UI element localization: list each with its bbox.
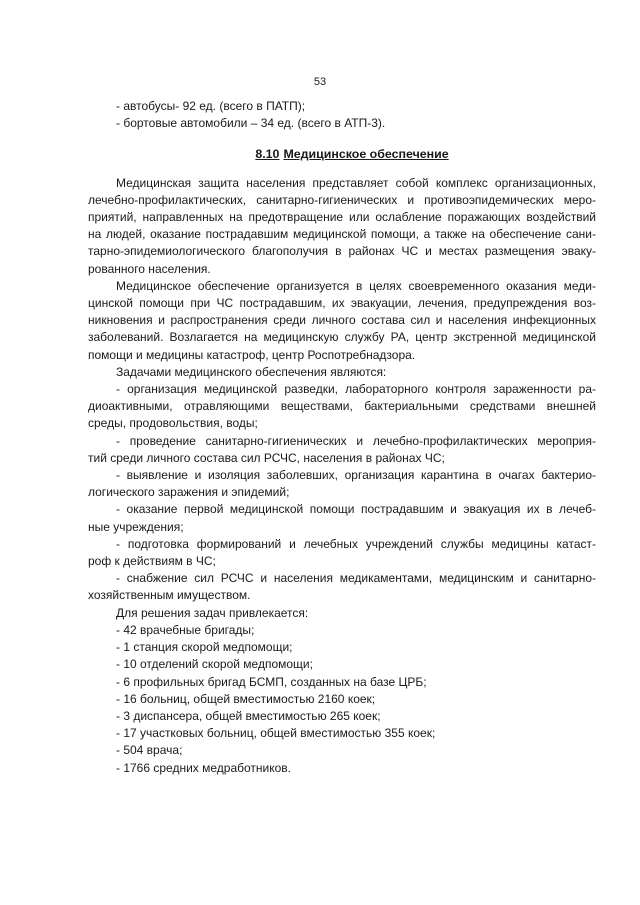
text-line: логического заражения и эпидемий; [88,485,290,500]
text-line: лечебно-профилактических, санитарно-гигиенических и противоэпидемических меро- [88,192,596,207]
task-item [88,433,596,467]
intro-list-item: - автобусы- 92 ед. (всего в ПАТП); [116,99,306,113]
resource-item: - 10 отделений скорой медпомощи; [116,657,313,672]
text-line: - оказание первой медицинской помощи пострадавшим и эвакуация их в лечеб- [116,502,596,517]
text-line: - организация медицинской разведки, лабораторного контроля зараженности ра- [116,382,596,397]
text-line: на людей, оказание пострадавшим медицинской помощи, а также на обеспечение сани- [88,227,596,242]
paragraph-medical-support [88,278,596,364]
task-item [88,467,596,501]
text-line: среды, продовольствия, воды; [88,416,258,431]
paragraph-medical-protection [88,175,596,278]
text-line: тий среди личного состава сил РСЧС, населения в районах ЧС; [88,450,445,465]
tasks-intro: Задачами медицинского обеспечения являются: [116,364,387,379]
resource-item: - 42 врачебные бригады; [116,622,255,637]
text-line: - проведение санитарно-гигиенических и лечебно-профилактических мероприя- [116,433,596,448]
resource-item: - 6 профильных бригад БСМП, созданных на базе ЦРБ; [116,674,427,689]
text-line: - подготовка формирований и лечебных учреждений службы медицины катаст- [116,536,596,551]
text-line: диоактивными, отравляющими веществами, бактериальными средствами внешней [88,399,596,414]
text-line: хозяйственным имуществом. [88,588,251,603]
page-number: 53 [313,76,327,88]
text-line: Медицинское обеспечение организуется в целях своевременного оказания меди- [116,278,596,293]
document-body [88,98,596,777]
text-line: заболеваний. Возлагается на медицинскую службу РА, центр экстренной медицинской [88,330,596,345]
resource-item: - 3 диспансера, общей вместимостью 265 коек; [116,708,381,723]
resource-item: - 1 станция скорой медпомощи; [116,640,293,655]
resources-list [88,622,596,777]
task-item [88,501,596,535]
section-number: 8.10 [255,147,280,162]
text-line: рованного населения. [88,261,211,276]
intro-list-item: - бортовые автомобили – 34 ед. (всего в АТП-3). [116,116,386,131]
text-line: никновения и распространения среди личного состава сил и населения инфекционных [88,313,596,328]
resource-item: - 1766 средних медработников. [116,760,291,775]
task-item [88,381,596,433]
text-line: Медицинская защита населения представляет собой комплекс организационных, [116,175,596,190]
resource-item: - 17 участковых больниц, общей вместимостью 355 коек; [116,726,436,741]
text-line: цинской помощи при ЧС пострадавшим, их эвакуации, лечения, предупреждения воз- [88,296,596,311]
text-line: помощи и медицины катастроф, центр Роспотребнадзора. [88,347,416,362]
section-heading [88,146,596,163]
section-title: Медицинское обеспечение [283,147,449,162]
text-line: - снабжение сил РСЧС и населения медикаментами, медицинским и санитарно- [116,571,596,586]
text-line: приятий, направленных на предотвращение или ослабление поражающих воздействий [88,210,596,225]
resources-intro: Для решения задач привлекается: [116,605,309,620]
task-item [88,536,596,570]
text-line: тарно-эпидемиологического благополучия в районах ЧС и местах размещения эваку- [88,244,596,259]
text-line: ные учреждения; [88,519,184,534]
text-line: роф к действиям в ЧС; [88,554,216,569]
text-line: - выявление и изоляция заболевших, организация карантина в очагах бактерио- [116,468,596,483]
resource-item: - 16 больниц, общей вместимостью 2160 коек; [116,691,376,706]
task-item [88,570,596,604]
resource-item: - 504 врача; [116,743,183,758]
